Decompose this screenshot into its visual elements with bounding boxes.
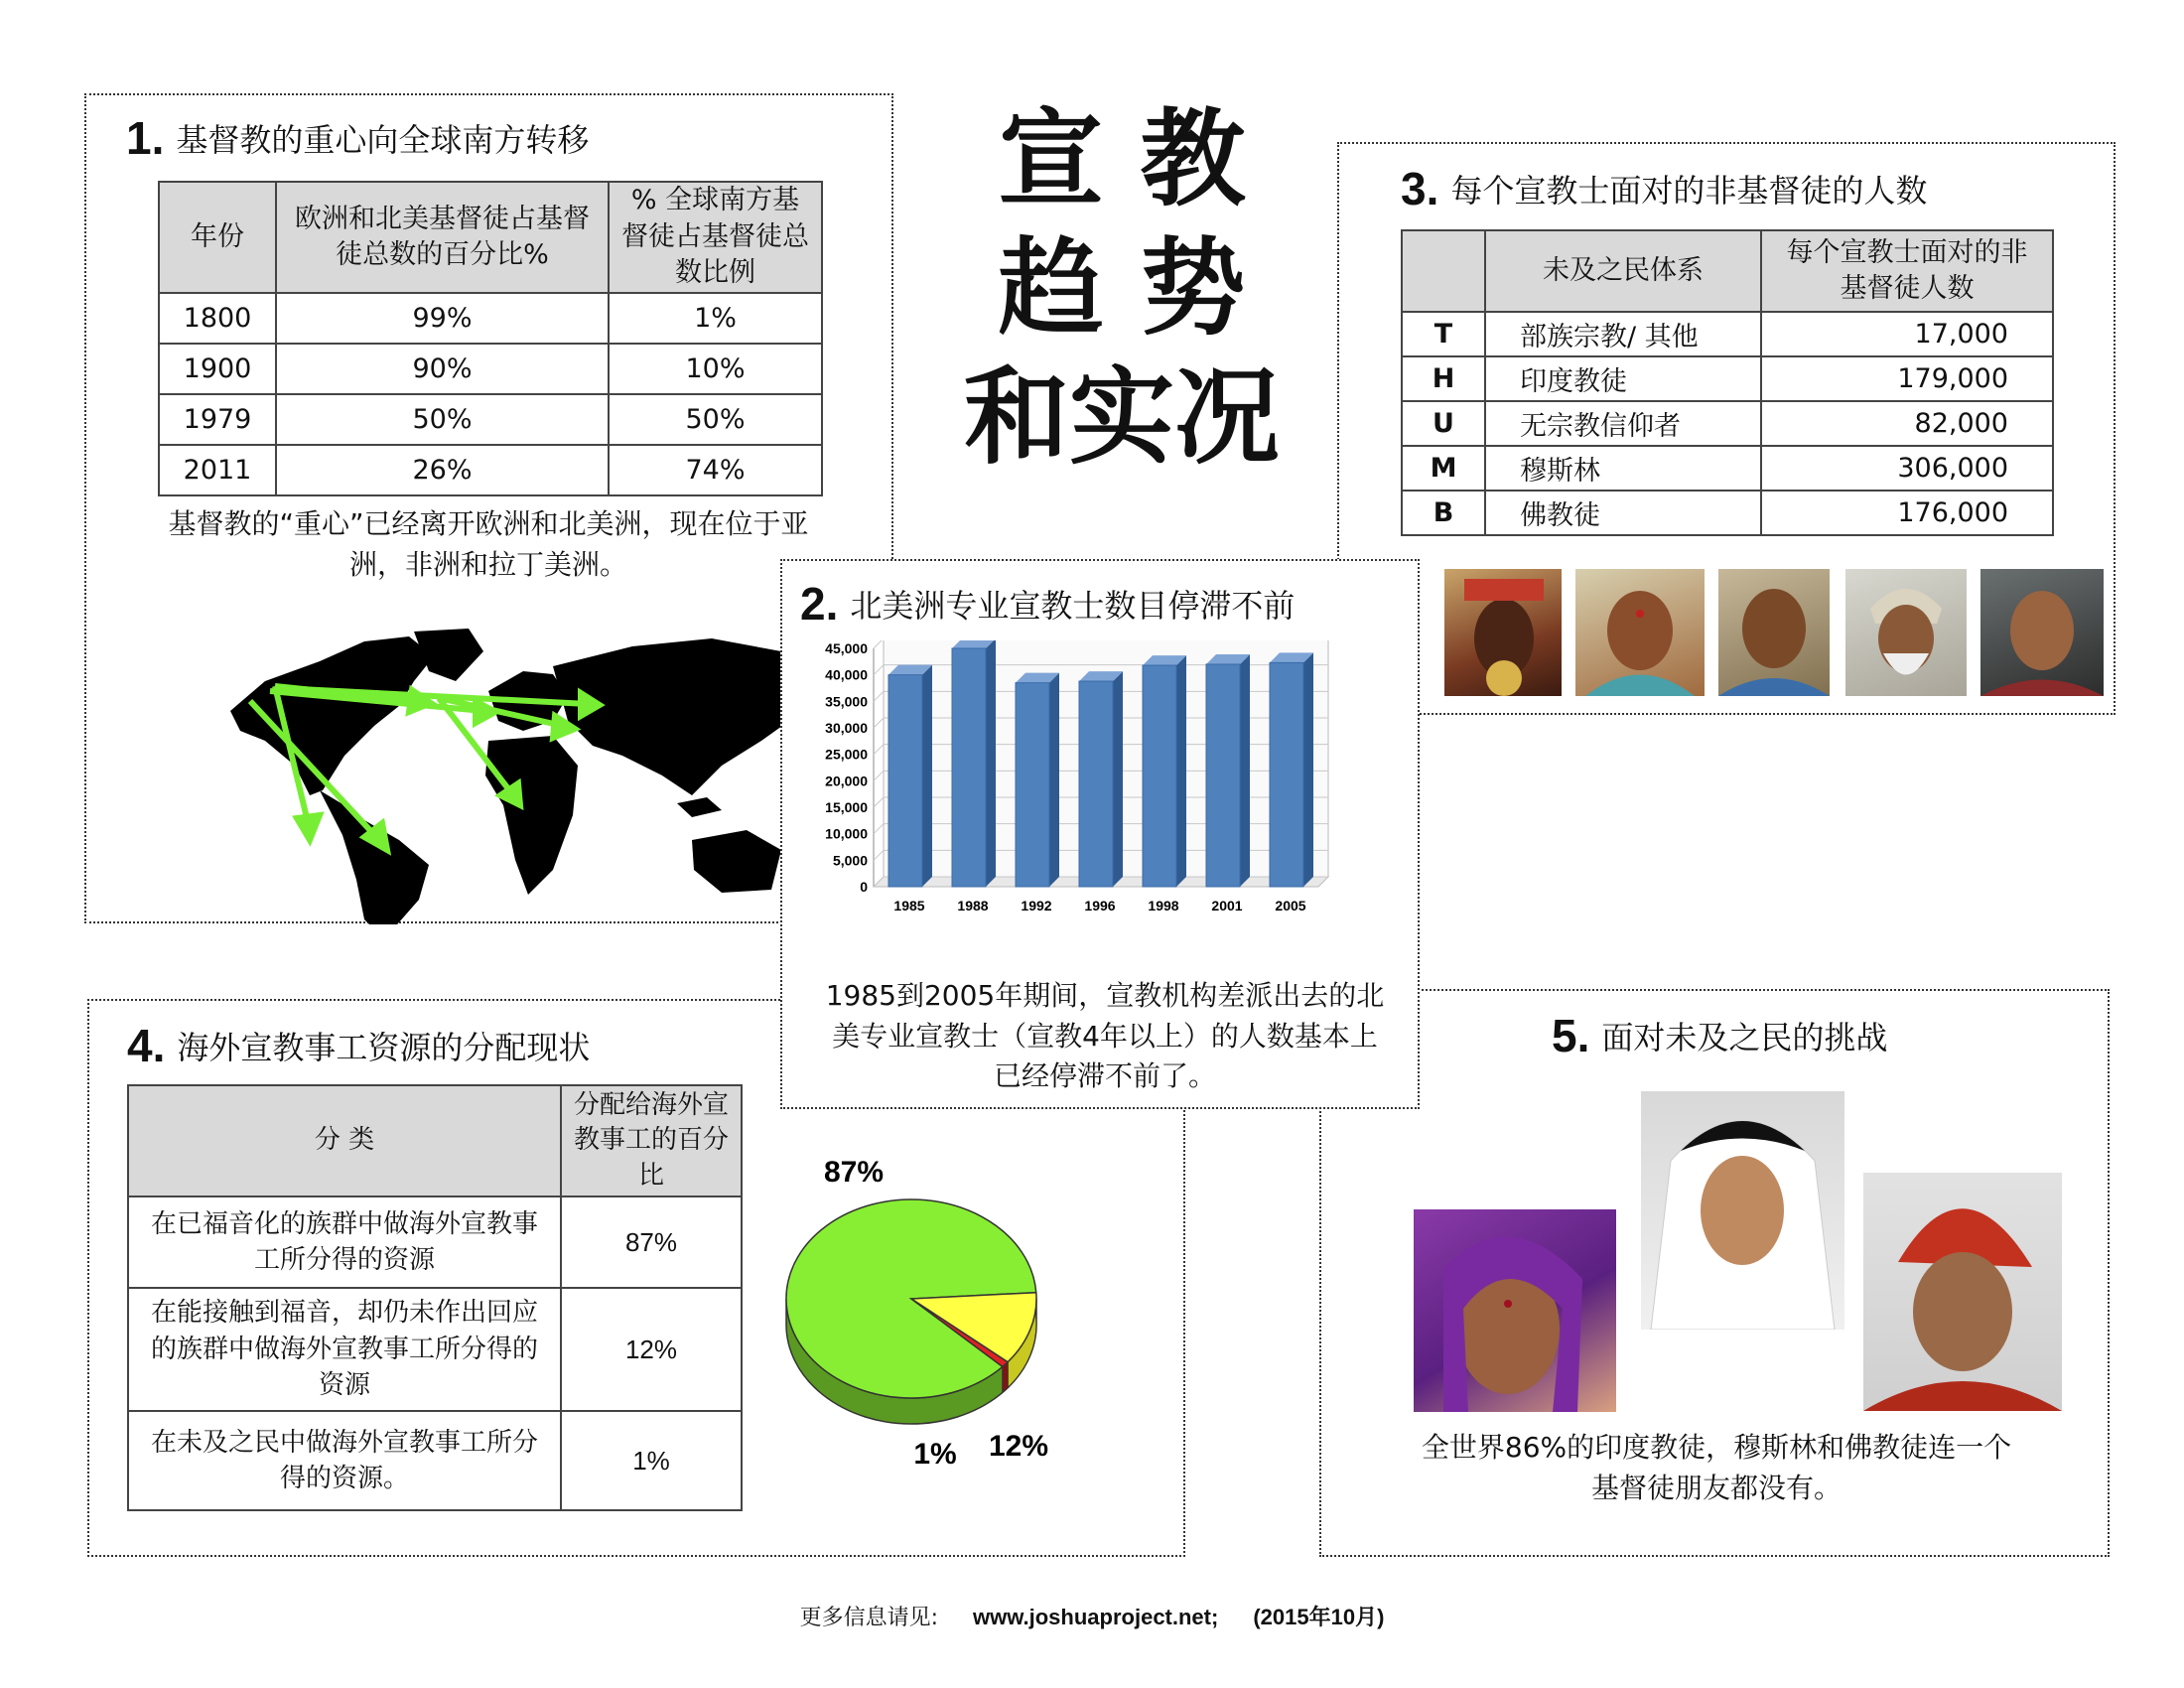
christian-center-table xyxy=(158,181,823,496)
unreached-table xyxy=(1401,229,2054,536)
table-cell: 1% xyxy=(609,293,822,344)
table-header: 分 类 xyxy=(128,1085,561,1196)
y-tick-label: 20,000 xyxy=(825,773,868,789)
section-4-title-text: 海外宣教事工资源的分配现状 xyxy=(177,1029,591,1066)
section-5-number: 5. xyxy=(1552,1010,1590,1061)
table-cell: H xyxy=(1402,356,1485,401)
world-map-icon xyxy=(225,627,821,924)
section-2-caption: 1985到2005年期间，宣教机构差派出去的北美专业宣教士（宣教4年以上）的人数基本上已经停滞不前了。 xyxy=(825,979,1385,1093)
resource-allocation-table xyxy=(127,1084,743,1511)
x-tick-label: 1992 xyxy=(1021,898,1052,914)
table-cell: 部族宗教/ 其他 xyxy=(1485,312,1761,356)
table-header: 每个宣教士面对的非基督徒人数 xyxy=(1761,230,2053,312)
table-cell: M xyxy=(1402,446,1485,491)
main-title-line-2: 趋 势 xyxy=(998,225,1246,350)
table-cell: 99% xyxy=(276,293,609,344)
main-title-line-1: 宣 教 xyxy=(998,96,1246,220)
table-cell: 74% xyxy=(609,445,822,495)
bar-side xyxy=(1240,654,1250,887)
pie-label-1: 1% xyxy=(913,1438,957,1471)
y-tick-label: 10,000 xyxy=(825,825,868,842)
portrait-photo-4 xyxy=(1845,569,1967,696)
footer-date: (2015年10月) xyxy=(1253,1605,1385,1629)
bar-side xyxy=(1113,671,1123,887)
section-3-title xyxy=(1401,162,1927,215)
table-cell: 17,000 xyxy=(1761,312,2053,356)
y-tick-label: 45,000 xyxy=(825,640,868,656)
y-tick-label: 25,000 xyxy=(825,746,868,763)
table-cell: 无宗教信仰者 xyxy=(1485,401,1761,446)
bar-side xyxy=(986,640,996,887)
section-1-caption: 基督教的“重心”已经离开欧洲和北美洲，现在位于亚洲，非洲和拉丁美洲。 xyxy=(168,507,809,581)
table-cell: 1979 xyxy=(159,394,276,445)
section-2-number: 2. xyxy=(800,578,839,630)
bar-chart xyxy=(792,640,1348,918)
x-tick-label: 1988 xyxy=(957,898,989,914)
table-cell: 90% xyxy=(276,344,609,394)
table-cell: 50% xyxy=(609,394,822,445)
main-title-line-3: 和实况 xyxy=(964,354,1280,479)
y-tick-label: 5,000 xyxy=(832,852,868,869)
bar-1985 xyxy=(888,675,922,887)
y-tick-label: 30,000 xyxy=(825,720,868,736)
portrait-photo-5 xyxy=(1980,569,2104,696)
x-tick-label: 1985 xyxy=(893,898,925,914)
section-4-number: 4. xyxy=(127,1020,166,1071)
bar-1988 xyxy=(952,648,986,887)
section-3-panel xyxy=(1337,142,2116,715)
section-5-caption: 全世界86%的印度教徒，穆斯林和佛教徒连一个基督徒朋友都没有。 xyxy=(1421,1431,2012,1504)
y-tick-label: 35,000 xyxy=(825,693,868,710)
table-cell: 82,000 xyxy=(1761,401,2053,446)
table-cell: 1900 xyxy=(159,344,276,394)
table-cell: 10% xyxy=(609,344,822,394)
table-cell: 12% xyxy=(561,1288,742,1411)
table-cell: 179,000 xyxy=(1761,356,2053,401)
table-header xyxy=(1402,230,1485,312)
section-3-number: 3. xyxy=(1401,163,1439,214)
table-header: 分配给海外宣教事工的百分比 xyxy=(561,1085,742,1196)
section-5-title-text: 面对未及之民的挑战 xyxy=(1601,1019,1888,1056)
bar-1992 xyxy=(1016,683,1049,887)
bar-1998 xyxy=(1143,665,1176,887)
section-2-title-text: 北美洲专业宣教士数目停滞不前 xyxy=(850,587,1296,625)
portrait-photo-man-red-hat xyxy=(1863,1173,2062,1411)
y-tick-label: 15,000 xyxy=(825,799,868,815)
bar-2005 xyxy=(1270,662,1303,887)
x-tick-label: 1996 xyxy=(1084,898,1116,914)
footer-url[interactable]: www.joshuaproject.net; xyxy=(973,1605,1219,1629)
table-cell: 在已福音化的族群中做海外宣教事工所分得的资源 xyxy=(128,1196,561,1288)
section-5-panel xyxy=(1319,989,2110,1557)
section-1-title xyxy=(126,111,589,165)
table-header: % 全球南方基督徒占基督徒总数比例 xyxy=(609,182,822,293)
table-header: 年份 xyxy=(159,182,276,293)
table-header: 未及之民体系 xyxy=(1485,230,1761,312)
y-tick-label: 40,000 xyxy=(825,666,868,683)
bar-side xyxy=(1303,652,1313,887)
table-cell: 306,000 xyxy=(1761,446,2053,491)
footer-label: 更多信息请见: xyxy=(799,1606,938,1630)
portrait-photo-2 xyxy=(1575,569,1705,696)
table-cell: 50% xyxy=(276,394,609,445)
table-cell: 穆斯林 xyxy=(1485,446,1761,491)
section-5-title xyxy=(1552,1009,1887,1062)
section-3-title-text: 每个宣教士面对的非基督徒的人数 xyxy=(1450,172,1928,210)
table-cell: 87% xyxy=(561,1196,742,1288)
table-cell: T xyxy=(1402,312,1485,356)
table-cell: 在未及之民中做海外宣教事工所分得的资源。 xyxy=(128,1411,561,1510)
table-cell: 佛教徒 xyxy=(1485,491,1761,535)
table-cell: 176,000 xyxy=(1761,491,2053,535)
table-cell: 1800 xyxy=(159,293,276,344)
section-2-title xyxy=(800,577,1295,631)
x-tick-label: 2005 xyxy=(1275,898,1306,914)
table-cell: 2011 xyxy=(159,445,276,495)
x-tick-label: 2001 xyxy=(1211,898,1243,914)
portrait-photo-woman xyxy=(1414,1209,1616,1412)
table-cell: B xyxy=(1402,491,1485,535)
table-cell: 1% xyxy=(561,1411,742,1510)
footer xyxy=(0,1601,2184,1631)
bar-side xyxy=(1176,655,1186,887)
bar-1996 xyxy=(1079,681,1113,887)
bar-side xyxy=(922,665,932,887)
bar-side xyxy=(1049,673,1059,887)
table-cell: 26% xyxy=(276,445,609,495)
section-1-number: 1. xyxy=(126,112,165,164)
pie-label-12: 12% xyxy=(988,1430,1049,1463)
portrait-photo-1 xyxy=(1444,569,1562,696)
pie-chart xyxy=(784,1140,1082,1477)
bar-2001 xyxy=(1206,664,1240,887)
section-1-title-text: 基督教的重心向全球南方转移 xyxy=(176,121,590,159)
portrait-photo-3 xyxy=(1718,569,1830,696)
section-2-panel xyxy=(780,559,1420,1109)
y-tick-label: 0 xyxy=(860,879,868,895)
pie-label-87: 87% xyxy=(823,1156,885,1189)
portrait-photo-arab-man xyxy=(1641,1091,1844,1330)
table-cell: U xyxy=(1402,401,1485,446)
x-tick-label: 1998 xyxy=(1148,898,1179,914)
table-cell: 在能接触到福音，却仍未作出回应的族群中做海外宣教事工所分得的资源 xyxy=(128,1288,561,1411)
section-1-panel xyxy=(84,93,893,923)
section-4-title xyxy=(127,1019,590,1072)
table-cell: 印度教徒 xyxy=(1485,356,1761,401)
table-header: 欧洲和北美基督徒占基督徒总数的百分比% xyxy=(276,182,609,293)
main-title xyxy=(938,94,1305,482)
